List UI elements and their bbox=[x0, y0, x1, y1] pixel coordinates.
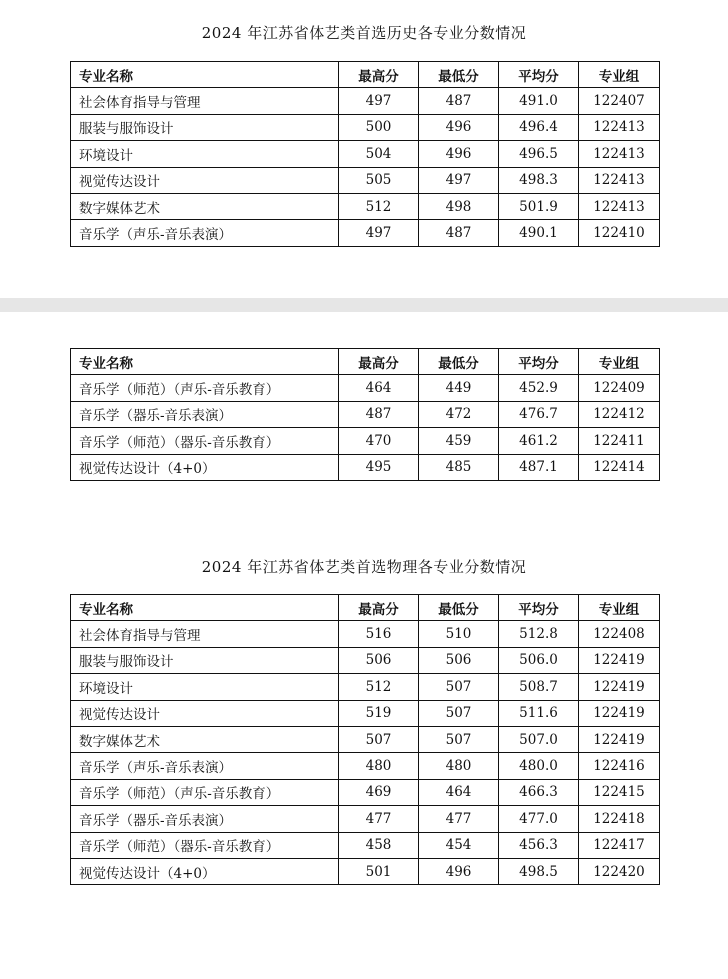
table-row bbox=[71, 141, 660, 167]
header-max-score: 最高分 bbox=[339, 595, 419, 621]
physics-score-table bbox=[70, 594, 660, 885]
min-score-cell: 454 bbox=[419, 832, 499, 858]
table-header-row bbox=[71, 595, 660, 621]
major-name-cell: 服装与服饰设计 bbox=[71, 647, 339, 673]
max-score-cell: 477 bbox=[339, 806, 419, 832]
max-score-cell: 501 bbox=[339, 858, 419, 884]
max-score-cell: 500 bbox=[339, 114, 419, 140]
major-name-cell: 音乐学（师范）（声乐-音乐教育） bbox=[71, 375, 339, 401]
major-name-cell: 社会体育指导与管理 bbox=[71, 621, 339, 647]
major-group-cell: 122409 bbox=[579, 375, 660, 401]
min-score-cell: 487 bbox=[419, 220, 499, 246]
avg-score-cell: 508.7 bbox=[499, 674, 579, 700]
avg-score-cell: 477.0 bbox=[499, 806, 579, 832]
table-row bbox=[71, 193, 660, 219]
major-name-cell: 视觉传达设计（4+0） bbox=[71, 858, 339, 884]
min-score-cell: 459 bbox=[419, 428, 499, 454]
header-avg-score: 平均分 bbox=[499, 595, 579, 621]
major-name-cell: 视觉传达设计 bbox=[71, 700, 339, 726]
header-major-name: 专业名称 bbox=[71, 595, 339, 621]
table-row bbox=[71, 806, 660, 832]
major-group-cell: 122413 bbox=[579, 141, 660, 167]
max-score-cell: 519 bbox=[339, 700, 419, 726]
header-avg-score: 平均分 bbox=[499, 62, 579, 88]
avg-score-cell: 498.3 bbox=[499, 167, 579, 193]
major-group-cell: 122419 bbox=[579, 647, 660, 673]
major-group-cell: 122415 bbox=[579, 779, 660, 805]
major-name-cell: 社会体育指导与管理 bbox=[71, 88, 339, 114]
avg-score-cell: 452.9 bbox=[499, 375, 579, 401]
table-row bbox=[71, 726, 660, 752]
avg-score-cell: 487.1 bbox=[499, 454, 579, 480]
avg-score-cell: 480.0 bbox=[499, 753, 579, 779]
min-score-cell: 449 bbox=[419, 375, 499, 401]
history-title: 2024 年江苏省体艺类首选历史各专业分数情况 bbox=[201, 24, 527, 42]
major-name-cell: 音乐学（器乐-音乐表演） bbox=[71, 401, 339, 427]
max-score-cell: 512 bbox=[339, 193, 419, 219]
major-name-cell: 数字媒体艺术 bbox=[71, 193, 339, 219]
min-score-cell: 464 bbox=[419, 779, 499, 805]
min-score-cell: 507 bbox=[419, 674, 499, 700]
min-score-cell: 510 bbox=[419, 621, 499, 647]
page-separator bbox=[0, 298, 728, 312]
table-header-row bbox=[71, 349, 660, 375]
major-group-cell: 122414 bbox=[579, 454, 660, 480]
max-score-cell: 458 bbox=[339, 832, 419, 858]
header-major-group: 专业组 bbox=[579, 349, 660, 375]
major-group-cell: 122417 bbox=[579, 832, 660, 858]
avg-score-cell: 512.8 bbox=[499, 621, 579, 647]
max-score-cell: 480 bbox=[339, 753, 419, 779]
avg-score-cell: 476.7 bbox=[499, 401, 579, 427]
major-name-cell: 音乐学（师范）（声乐-音乐教育） bbox=[71, 779, 339, 805]
table-row bbox=[71, 779, 660, 805]
avg-score-cell: 491.0 bbox=[499, 88, 579, 114]
max-score-cell: 470 bbox=[339, 428, 419, 454]
major-name-cell: 视觉传达设计 bbox=[71, 167, 339, 193]
major-group-cell: 122411 bbox=[579, 428, 660, 454]
table-header-row bbox=[71, 62, 660, 88]
min-score-cell: 485 bbox=[419, 454, 499, 480]
header-max-score: 最高分 bbox=[339, 62, 419, 88]
major-group-cell: 122413 bbox=[579, 114, 660, 140]
table-row bbox=[71, 832, 660, 858]
major-group-cell: 122419 bbox=[579, 700, 660, 726]
min-score-cell: 498 bbox=[419, 193, 499, 219]
avg-score-cell: 511.6 bbox=[499, 700, 579, 726]
max-score-cell: 504 bbox=[339, 141, 419, 167]
header-major-name: 专业名称 bbox=[71, 349, 339, 375]
avg-score-cell: 490.1 bbox=[499, 220, 579, 246]
avg-score-cell: 461.2 bbox=[499, 428, 579, 454]
avg-score-cell: 507.0 bbox=[499, 726, 579, 752]
header-major-group: 专业组 bbox=[579, 595, 660, 621]
major-group-cell: 122413 bbox=[579, 167, 660, 193]
max-score-cell: 464 bbox=[339, 375, 419, 401]
major-group-cell: 122412 bbox=[579, 401, 660, 427]
max-score-cell: 469 bbox=[339, 779, 419, 805]
history-score-table-part2 bbox=[70, 348, 660, 481]
major-group-cell: 122419 bbox=[579, 674, 660, 700]
header-major-group: 专业组 bbox=[579, 62, 660, 88]
header-min-score: 最低分 bbox=[419, 595, 499, 621]
major-name-cell: 环境设计 bbox=[71, 141, 339, 167]
document-page-2 bbox=[0, 312, 728, 979]
major-name-cell: 音乐学（师范）（器乐-音乐教育） bbox=[71, 428, 339, 454]
major-group-cell: 122407 bbox=[579, 88, 660, 114]
max-score-cell: 487 bbox=[339, 401, 419, 427]
major-name-cell: 音乐学（声乐-音乐表演） bbox=[71, 220, 339, 246]
table-row bbox=[71, 167, 660, 193]
major-name-cell: 环境设计 bbox=[71, 674, 339, 700]
avg-score-cell: 496.4 bbox=[499, 114, 579, 140]
major-group-cell: 122416 bbox=[579, 753, 660, 779]
header-min-score: 最低分 bbox=[419, 349, 499, 375]
physics-title: 2024 年江苏省体艺类首选物理各专业分数情况 bbox=[201, 558, 527, 576]
table-row bbox=[71, 753, 660, 779]
min-score-cell: 496 bbox=[419, 858, 499, 884]
major-group-cell: 122419 bbox=[579, 726, 660, 752]
avg-score-cell: 501.9 bbox=[499, 193, 579, 219]
max-score-cell: 505 bbox=[339, 167, 419, 193]
min-score-cell: 507 bbox=[419, 726, 499, 752]
min-score-cell: 506 bbox=[419, 647, 499, 673]
min-score-cell: 480 bbox=[419, 753, 499, 779]
table-row bbox=[71, 647, 660, 673]
header-min-score: 最低分 bbox=[419, 62, 499, 88]
major-name-cell: 视觉传达设计（4+0） bbox=[71, 454, 339, 480]
max-score-cell: 516 bbox=[339, 621, 419, 647]
avg-score-cell: 506.0 bbox=[499, 647, 579, 673]
major-group-cell: 122418 bbox=[579, 806, 660, 832]
header-major-name: 专业名称 bbox=[71, 62, 339, 88]
major-group-cell: 122408 bbox=[579, 621, 660, 647]
major-group-cell: 122413 bbox=[579, 193, 660, 219]
history-table-body-1 bbox=[71, 88, 660, 246]
min-score-cell: 507 bbox=[419, 700, 499, 726]
max-score-cell: 497 bbox=[339, 220, 419, 246]
table-row bbox=[71, 454, 660, 480]
avg-score-cell: 498.5 bbox=[499, 858, 579, 884]
table-row bbox=[71, 401, 660, 427]
major-group-cell: 122410 bbox=[579, 220, 660, 246]
avg-score-cell: 466.3 bbox=[499, 779, 579, 805]
table-row bbox=[71, 428, 660, 454]
min-score-cell: 496 bbox=[419, 114, 499, 140]
max-score-cell: 506 bbox=[339, 647, 419, 673]
table-row bbox=[71, 220, 660, 246]
min-score-cell: 487 bbox=[419, 88, 499, 114]
max-score-cell: 512 bbox=[339, 674, 419, 700]
min-score-cell: 497 bbox=[419, 167, 499, 193]
min-score-cell: 477 bbox=[419, 806, 499, 832]
table-row bbox=[71, 114, 660, 140]
table-row bbox=[71, 674, 660, 700]
header-max-score: 最高分 bbox=[339, 349, 419, 375]
table-row bbox=[71, 700, 660, 726]
min-score-cell: 496 bbox=[419, 141, 499, 167]
avg-score-cell: 456.3 bbox=[499, 832, 579, 858]
major-name-cell: 数字媒体艺术 bbox=[71, 726, 339, 752]
max-score-cell: 507 bbox=[339, 726, 419, 752]
avg-score-cell: 496.5 bbox=[499, 141, 579, 167]
table-row bbox=[71, 621, 660, 647]
major-name-cell: 音乐学（师范）（器乐-音乐教育） bbox=[71, 832, 339, 858]
major-group-cell: 122420 bbox=[579, 858, 660, 884]
header-avg-score: 平均分 bbox=[499, 349, 579, 375]
max-score-cell: 497 bbox=[339, 88, 419, 114]
major-name-cell: 服装与服饰设计 bbox=[71, 114, 339, 140]
history-table-body-2 bbox=[71, 375, 660, 481]
physics-table-body bbox=[71, 621, 660, 885]
history-score-table-part1 bbox=[70, 61, 660, 247]
min-score-cell: 472 bbox=[419, 401, 499, 427]
table-row bbox=[71, 375, 660, 401]
max-score-cell: 495 bbox=[339, 454, 419, 480]
document-page-1 bbox=[0, 0, 728, 298]
table-row bbox=[71, 88, 660, 114]
major-name-cell: 音乐学（器乐-音乐表演） bbox=[71, 806, 339, 832]
table-row bbox=[71, 858, 660, 884]
major-name-cell: 音乐学（声乐-音乐表演） bbox=[71, 753, 339, 779]
